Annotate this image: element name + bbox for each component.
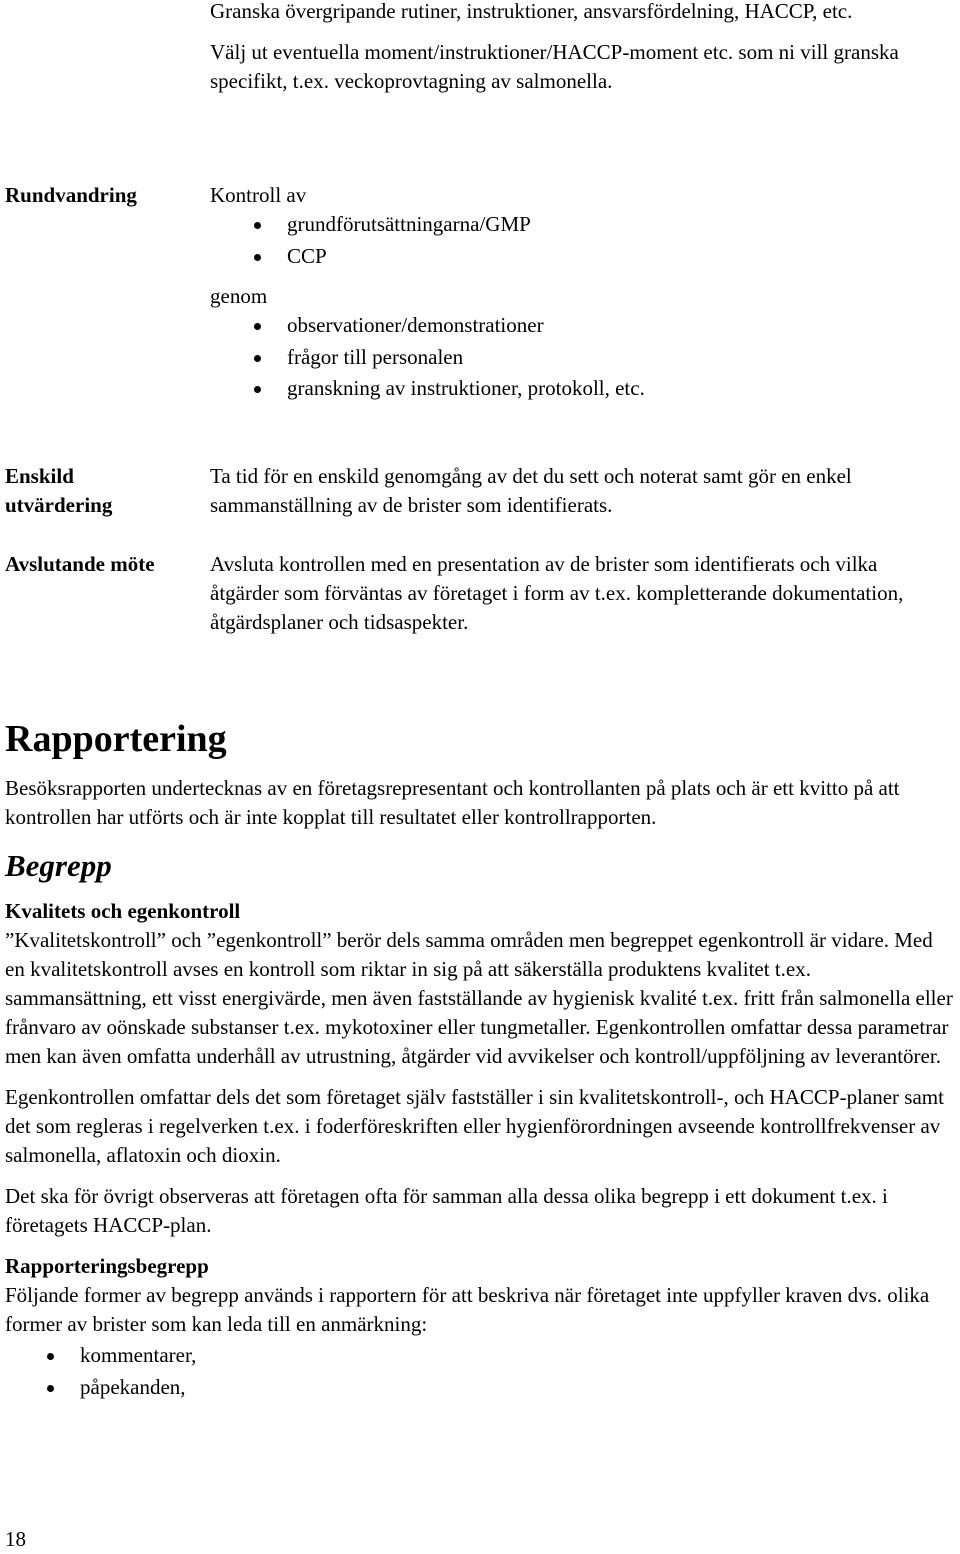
intro-paragraph-2: Välj ut eventuella moment/instruktioner/HACCP-moment etc. som ni vill granska specifikt, t.ex. veckoprovtagning av salmonella. (210, 40, 899, 93)
rundvandring-lead-1: Kontroll av (210, 183, 307, 207)
list-item: kommentarer, (5, 1340, 955, 1372)
rundvandring-label: Rundvandring (5, 183, 137, 207)
list-item: påpekanden, (5, 1372, 955, 1404)
page-number: 18 (5, 1527, 26, 1551)
kvalitets-subheading: Kvalitets och egenkontroll (5, 899, 241, 923)
avslutande-text: Avsluta kontrollen med en presentation av de brister som identifierats och vilka åtgärder som förväntas av företaget i form av t.ex. kompletterande dokumentation, åtgärdsplaner och tidsaspekter. (210, 552, 904, 634)
begrepp-paragraph-4: Följande former av begrepp används i rapportern för att beskriva när företaget inte uppfyller kraven dvs. olika former av brister som kan leda till en anmärkning: (5, 1283, 930, 1336)
rapportering-heading: Rapportering (5, 718, 227, 760)
rundvandring-list-2 (210, 310, 950, 405)
list-item: CCP (210, 241, 950, 273)
list-item: granskning av instruktioner, protokoll, etc. (210, 373, 950, 405)
rapporteringsbegrepp-subheading: Rapporteringsbegrepp (5, 1254, 209, 1278)
rapportering-text: Besöksrapporten undertecknas av en företagsrepresentant och kontrollanten på plats och är ett kvitto på att kontrollen har utförts och är inte kopplat till resultatet eller kontrollrapporten. (5, 776, 900, 829)
list-item: grundförutsättningarna/GMP (210, 209, 950, 241)
begrepp-heading: Begrepp (5, 848, 112, 883)
intro-block (210, 0, 950, 96)
list-item: observationer/demonstrationer (210, 310, 950, 342)
begrepp-paragraph-3: Det ska för övrigt observeras att företagen ofta för samman alla dessa olika begrepp i ett dokument t.ex. i företagets HACCP-plan. (5, 1184, 888, 1237)
begrepp-block (5, 897, 955, 1403)
rundvandring-lead-2: genom (210, 284, 268, 308)
enskild-text: Ta tid för en enskild genomgång av det du sett och noterat samt gör en enkel sammanställning av de brister som identifierats. (210, 464, 852, 517)
begrepp-paragraph-1: ”Kvalitetskontroll” och ”egenkontroll” berör dels samma områden men begreppet egenkontroll är vidare. Med en kvalitetskontroll avses en kontroll som riktar in sig på att säkerställa produktens kvalitet t.ex. sammansättning, ett visst energivärde, men även fastställande av hygienisk kvalité t.ex. fritt från salmonella eller frånvaro av oönskade substanser t.ex. mykotoxiner eller tungmetaller. Egenkontrollen omfattar dessa parametrar men kan även omfatta underhåll av utrustning, åtgärder vid avvikelser och kontroll/uppföljning av leverantörer. (5, 928, 953, 1068)
brister-list (5, 1340, 955, 1403)
avslutande-label: Avslutande möte (5, 552, 155, 576)
begrepp-paragraph-2: Egenkontrollen omfattar dels det som företaget själv fastställer i sin kvalitetskontroll-, och HACCP-planer samt det som regleras i regelverken t.ex. i foderföreskriften eller hygienförordningen avseende kontrollfrekvenser av salmonella, aflatoxin och dioxin. (5, 1085, 944, 1167)
enskild-label: Enskild utvärdering (5, 464, 113, 517)
list-item: frågor till personalen (210, 342, 950, 374)
intro-paragraph-1: Granska övergripande rutiner, instruktioner, ansvarsfördelning, HACCP, etc. (210, 0, 853, 23)
rundvandring-content (210, 181, 950, 405)
rundvandring-list-1 (210, 209, 950, 272)
